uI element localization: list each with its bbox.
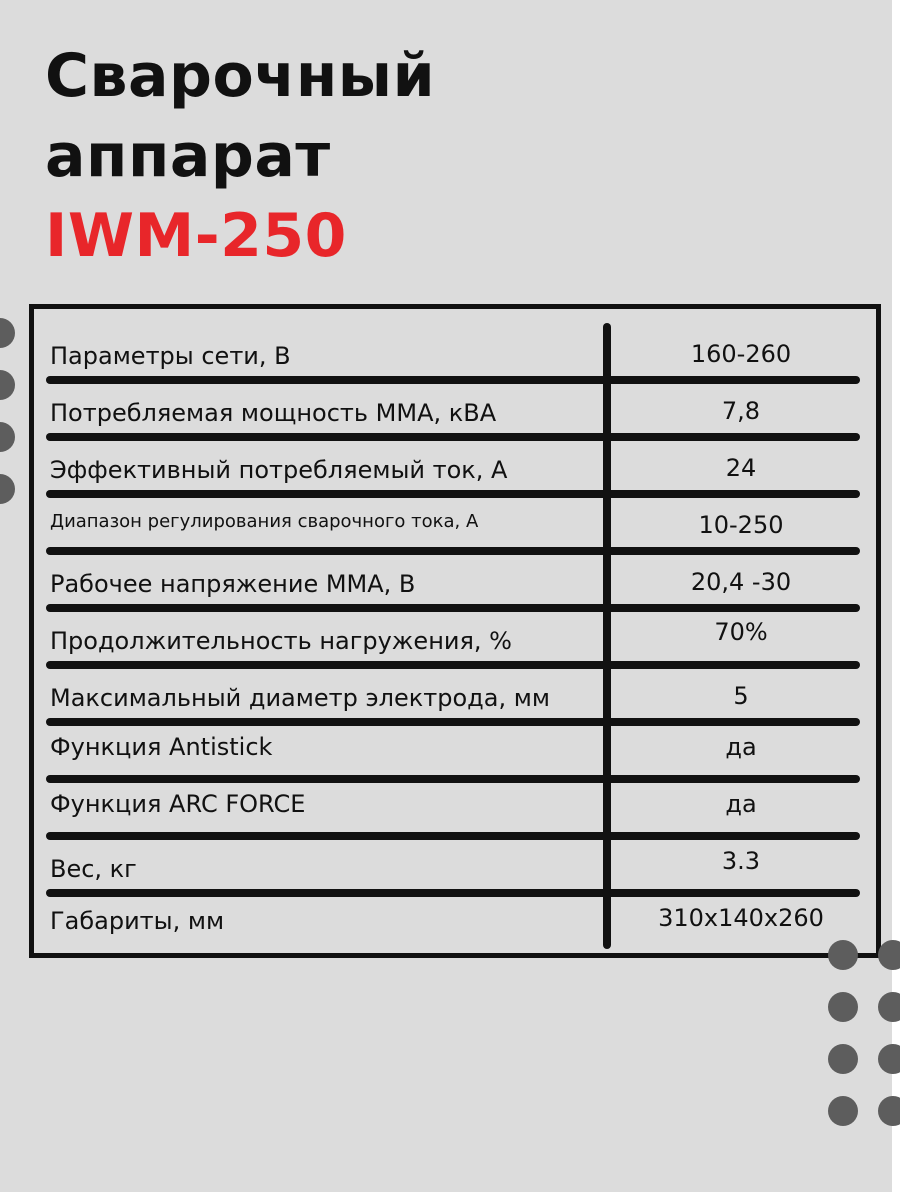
spec-value: да <box>725 790 757 818</box>
title-line-1: Сварочный <box>45 41 436 111</box>
spec-row <box>34 608 876 665</box>
spec-value: 3.3 <box>721 847 761 875</box>
spec-label: Функция ARC FORCE <box>50 790 306 818</box>
spec-label: Рабочее напряжение ММА, В <box>50 570 416 598</box>
spec-value: 10-250 <box>698 511 784 539</box>
spec-row <box>34 893 876 950</box>
spec-value: 5 <box>733 682 749 710</box>
spec-label: Габариты, мм <box>50 907 225 935</box>
spec-row <box>34 323 876 380</box>
spec-label: Параметры сети, В <box>50 342 291 370</box>
spec-label: Потребляемая мощность ММА, кВА <box>50 399 497 427</box>
decor-dot <box>878 992 900 1022</box>
spec-row <box>34 437 876 494</box>
spec-row <box>34 380 876 437</box>
decor-dot <box>878 1044 900 1074</box>
spec-row <box>34 836 876 893</box>
decor-dot <box>878 940 900 970</box>
spec-value: 24 <box>725 454 757 482</box>
spec-label: Продолжительность нагружения, % <box>50 627 512 655</box>
title-line-2: аппарат <box>45 121 331 191</box>
spec-label: Функция Antistick <box>50 733 273 761</box>
decor-dot <box>828 992 858 1022</box>
spec-label: Вес, кг <box>50 855 137 883</box>
spec-value: да <box>725 733 757 761</box>
model-name: IWM-250 <box>45 201 347 271</box>
decor-dot <box>828 1044 858 1074</box>
spec-value: 160-260 <box>690 340 792 368</box>
spec-row <box>34 779 876 836</box>
column-divider <box>603 323 611 949</box>
spec-value: 20,4 -30 <box>690 568 792 596</box>
spec-value: 70% <box>714 618 768 646</box>
spec-row <box>34 665 876 722</box>
decor-dot <box>878 1096 900 1126</box>
decor-dot <box>828 940 858 970</box>
spec-row <box>34 551 876 608</box>
spec-row <box>34 722 876 779</box>
spec-label: Эффективный потребляемый ток, А <box>50 456 508 484</box>
spec-row <box>34 494 876 551</box>
spec-value: 7,8 <box>721 397 761 425</box>
page-title <box>45 36 435 276</box>
spec-table <box>29 304 881 958</box>
spec-label: Диапазон регулирования сварочного тока, А <box>50 511 479 532</box>
spec-label: Максимальный диаметр электрода, мм <box>50 684 550 712</box>
spec-value: 310x140x260 <box>658 904 824 932</box>
decor-dot <box>828 1096 858 1126</box>
